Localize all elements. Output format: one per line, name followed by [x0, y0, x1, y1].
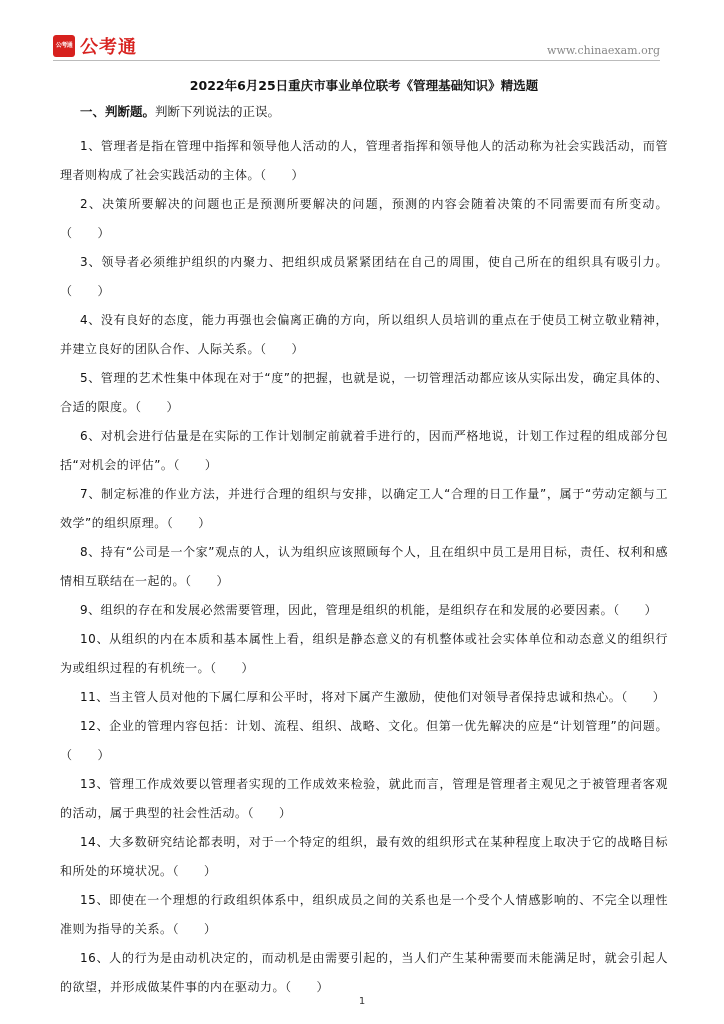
- question-item: 3、领导者必须维护组织的内聚力、把组织成员紧紧团结在自己的周围，使自己所在的组织具有吸引力。（ ）: [60, 255, 668, 298]
- question-item: 16、人的行为是由动机决定的，而动机是由需要引起的，当人们产生某种需要而未能满足时，就会引起人的欲望，并形成做某件事的内在驱动力。（ ）: [60, 951, 668, 994]
- question-item: 6、对机会进行估量是在实际的工作计划制定前就着手进行的，因而严格地说，计划工作过程的组成部分包括“对机会的评估”。（ ）: [60, 429, 668, 472]
- document-body: [60, 76, 668, 1002]
- document-title: 2022年6月25日重庆市事业单位联考《管理基础知识》精选题: [189, 78, 539, 93]
- question-item: 1、管理者是指在管理中指挥和领导他人活动的人，管理者指挥和领导他人的活动称为社会实践活动，而管理者则构成了社会实践活动的主体。（ ）: [60, 139, 668, 182]
- question-item: 5、管理的艺术性集中体现在对于“度”的把握，也就是说，一切管理活动都应该从实际出发，确定具体的、合适的限度。（ ）: [60, 371, 668, 414]
- site-url[interactable]: www.chinaexam.org: [547, 44, 660, 57]
- question-item: 4、没有良好的态度，能力再强也会偏离正确的方向，所以组织人员培训的重点在于使员工树立敬业精神，并建立良好的团队合作、人际关系。（ ）: [60, 313, 668, 356]
- question-item: 15、即使在一个理想的行政组织体系中，组织成员之间的关系也是一个受个人情感影响的、不完全以理性准则为指导的关系。（ ）: [60, 893, 668, 936]
- section-heading-label: 一、判断题。: [80, 104, 156, 119]
- logo-text: 公考通: [80, 37, 137, 58]
- header-divider: [53, 60, 660, 61]
- question-item: 8、持有“公司是一个家”观点的人，认为组织应该照顾每个人，且在组织中员工是用目标，责任、权利和感情相互联结在一起的。（ ）: [60, 545, 668, 588]
- question-item: 2、决策所要解决的问题也正是预测所要解决的问题，预测的内容会随着决策的不同需要而有所变动。（ ）: [60, 197, 668, 240]
- page-number: 1: [358, 996, 366, 1007]
- question-item: 13、管理工作成效要以管理者实现的工作成效来检验，就此而言，管理是管理者主观见之于被管理者客观的活动，属于典型的社会性活动。（ ）: [60, 777, 668, 820]
- question-item: 12、企业的管理内容包括：计划、流程、组织、战略、文化。但第一优先解决的应是“计划管理”的问题。（ ）: [60, 719, 668, 762]
- brand-logo[interactable]: [53, 33, 137, 59]
- question-item: 11、当主管人员对他的下属仁厚和公平时，将对下属产生激励，使他们对领导者保持忠诚和热心。（ ）: [80, 690, 666, 704]
- logo-badge-icon: 公考通: [53, 35, 75, 57]
- question-item: 7、制定标准的作业方法，并进行合理的组织与安排，以确定工人“合理的日工作量”，属于“劳动定额与工效学”的组织原理。（ ）: [60, 487, 668, 530]
- section-heading: [60, 102, 668, 122]
- page-header: [0, 0, 724, 64]
- question-item: 14、大多数研究结论都表明，对于一个特定的组织，最有效的组织形式在某种程度上取决于它的战略目标和所处的环境状况。（ ）: [60, 835, 668, 878]
- question-item: 9、组织的存在和发展必然需要管理，因此，管理是组织的机能，是组织存在和发展的必要因素。（ ）: [80, 603, 658, 617]
- section-instruction: 判断下列说法的正误。: [155, 104, 281, 119]
- question-item: 10、从组织的内在本质和基本属性上看，组织是静态意义的有机整体或社会实体单位和动态意义的组织行为或组织过程的有机统一。（ ）: [60, 632, 668, 675]
